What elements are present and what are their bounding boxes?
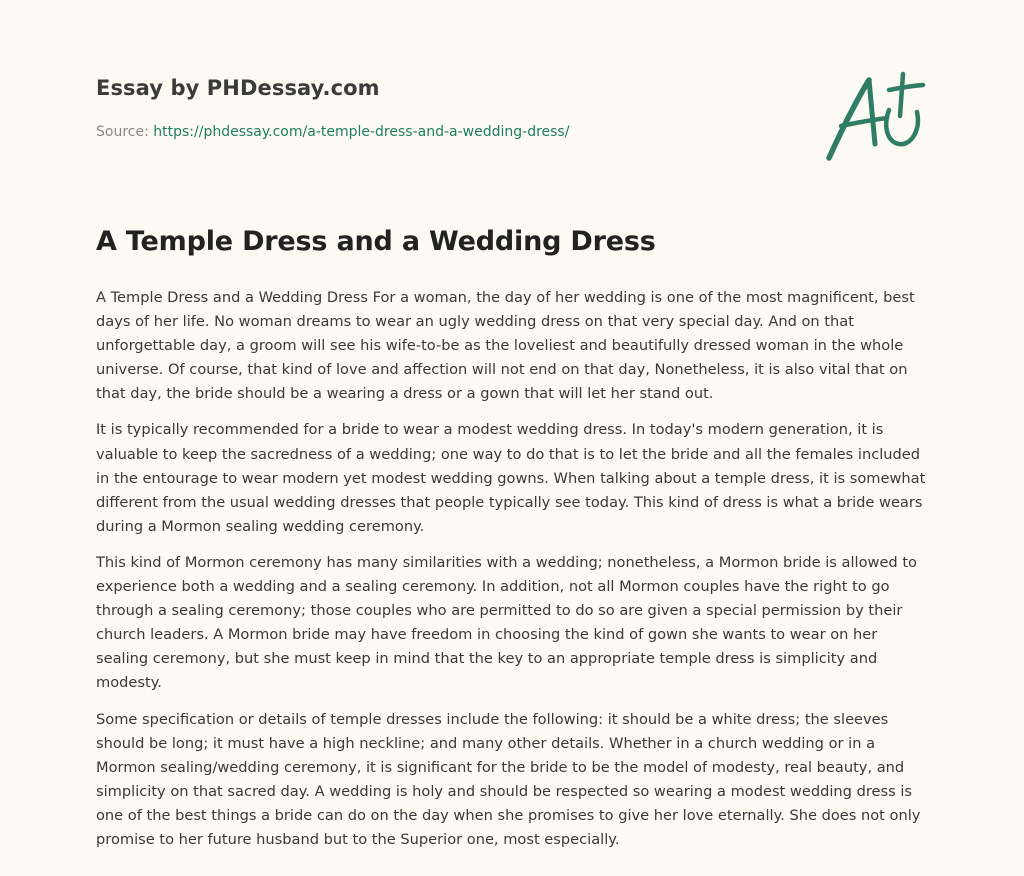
essay-paragraph: Some specification or details of temple dresses include the following: it should be a white dress; the sleeves should be long; it must have a high neckline; and many other details. Whether in a church wedding or in a Mormon sealing/wedding ceremony, it is significant for the bride to be the model of modesty, real beauty, and simplicity on that sacred day. A wedding is holy and should be respected so wearing a modest wedding dress is one of the best things a bride can do on the day when she promises to give her love eternally. She does not only promise to her future husband but to the Superior one, most especially. [96,710,921,848]
a-plus-icon [825,68,927,164]
essay-paragraph: It is typically recommended for a bride to wear a modest wedding dress. In today's modern generation, it is valuable to keep the sacredness of a wedding; one way to do that is to let the bride and all the females included in the entourage to wear modern yet modest wedding gowns. When talking about a temple dress, it is somewhat different from the usual wedding dresses that people typically see today. This kind of dress is what a bride wears during a Mormon sealing wedding ceremony. [96,421,926,535]
site-brand: Essay by PHDessay.com [96,76,380,100]
essay-paragraph: A Temple Dress and a Wedding Dress For a woman, the day of her wedding is one of the most magnificent, best days of her life. No woman dreams to wear an ugly wedding dress on that very special day. And on that unforgettable day, a groom will see his wife-to-be as the loveliest and beautifully dressed woman in the whole universe. Of course, that kind of love and affection will not end on that day, Nonetheless, it is also vital that on that day, the bride should be a wearing a dress or a gown that will let her stand out. [96,289,915,403]
essay-title: A Temple Dress and a Wedding Dress [96,226,656,257]
essay-paragraph: This kind of Mormon ceremony has many similarities with a wedding; nonetheless, a Mormon bride is allowed to experience both a wedding and a sealing ceremony. In addition, not all Mormon couples have the right to go through a sealing ceremony; those couples who are permitted to do so are given a special permission by their church leaders. A Mormon bride may have freedom in choosing the kind of gown she wants to wear on her sealing ceremony, but she must keep in mind that the key to an appropriate temple dress is simplicity and modesty. [96,553,917,692]
source-line [96,124,569,140]
source-link[interactable]: https://phdessay.com/a-temple-dress-and-a-wedding-dress/ [153,124,570,140]
a-plus-logo-svg [825,68,927,164]
essay-body [96,286,928,864]
source-label: Source: [96,124,149,140]
